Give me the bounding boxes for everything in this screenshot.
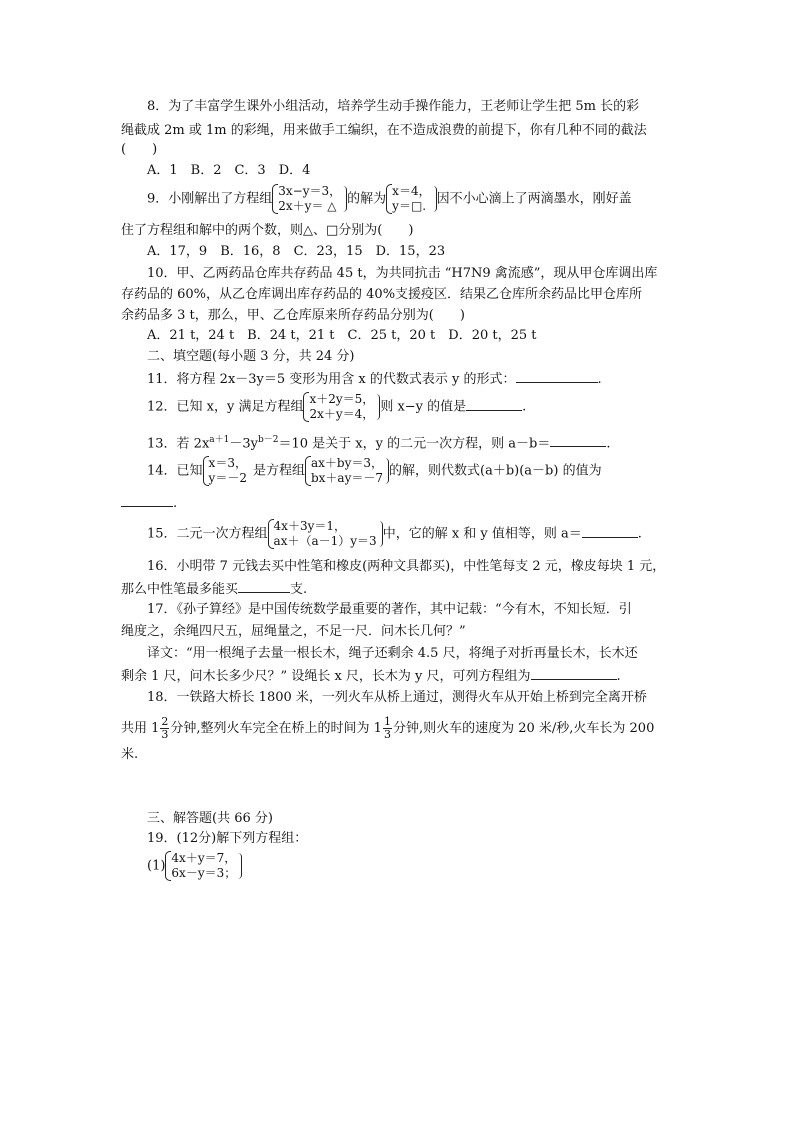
q19-part1 <box>147 851 242 881</box>
q12-post: 则 x−y 的值是 <box>380 399 467 415</box>
q19-part1-label: (1) <box>147 858 166 874</box>
q9-options: A．17，9 B．16，8 C．23，15 D．15，23 <box>147 244 446 259</box>
q9-post: 因不小心滴上了两滴墨水，刚好盖 <box>436 191 632 207</box>
q14-pre: 14．已知 <box>147 463 203 479</box>
q14-solution <box>203 456 253 486</box>
q19-row1: 4x＋y＝7， <box>171 851 237 865</box>
q14-sol-row1: x＝3， <box>208 456 247 470</box>
q16-line2-post: 支. <box>290 582 308 597</box>
q12-row2: 2x＋y＝4， <box>309 407 375 421</box>
section-3-heading: 三、解答题(共 66 分) <box>147 811 273 826</box>
q10-line1: 10．甲、乙两药品仓库共存药品 45 t，为共同抗击 “H7N9 禽流感”，现从甲仓库调出库 <box>147 266 658 281</box>
q18-frac2-num: 1 <box>383 715 391 728</box>
q16-line2-pre: 那么中性笔最多能买 <box>121 582 239 597</box>
q12-answer-blank <box>466 398 522 411</box>
q9-line2: 住了方程组和解中的两个数，则△、□分别为( ) <box>121 223 414 238</box>
q11-answer-blank <box>516 370 598 383</box>
q9-pre: 9．小刚解出了方程组 <box>147 191 273 207</box>
section-2-heading: 二、填空题(每小题 3 分，共 24 分) <box>147 349 355 364</box>
q18-line2 <box>121 716 654 741</box>
q15-row1: 4x＋3y＝1， <box>273 519 346 533</box>
q9-sol-row2: y＝□. <box>392 199 427 213</box>
q18-part3: 分钟,则火车的速度为 20 米/秒,火车长为 200 <box>392 721 655 736</box>
q11 <box>147 370 602 389</box>
q15-end: . <box>637 526 642 542</box>
q15-answer-blank <box>582 525 638 538</box>
q10-options: A．21 t，24 t B．24 t，21 t C．25 t，20 t D．20 t，25 t <box>147 328 537 343</box>
q13-answer-blank <box>550 434 606 447</box>
q17-line1: 17．《孙子算经》是中国传统数学最重要的著作，其中记载：“今有木，不知长短．引 <box>147 602 632 617</box>
q17-line4-end: . <box>616 669 621 684</box>
q17-line4-pre: 剩余 1 尺，问木长多少尺？” 设绳长 x 尺，长木为 y 尺，可列方程组为 <box>121 669 531 684</box>
q14 <box>147 456 602 486</box>
q13-end: . <box>606 436 611 452</box>
q14-sys-row2: bx＋ay＝－7 <box>310 471 384 485</box>
q18-frac1-den: 3 <box>161 728 169 741</box>
q9-sys-row1: 3x−y＝3， <box>278 184 342 198</box>
q13-post: ＝10 是关于 x，y 的二元一次方程，则 a－b＝ <box>278 436 551 452</box>
q8-options: A．1 B．2 C．3 D．4 <box>147 163 311 178</box>
q14-answer-blank <box>121 494 173 507</box>
q16-line1: 16．小明带 7 元钱去买中性笔和橡皮(两种文具都买)，中性笔每支 2 元，橡皮每块 1 元， <box>147 559 666 574</box>
q10-line2: 存药品的 60%，从乙仓库调出库存药品的 40%支援疫区．结果乙仓库所余药品比甲仓库所 <box>121 287 643 302</box>
q15-row2: ax＋（a－1）y＝3 <box>273 534 377 548</box>
q12 <box>147 392 526 422</box>
q10-line3: 余药品多 3 t，那么，甲、乙仓库原来所存药品分别为( ) <box>121 308 465 323</box>
q11-end: . <box>597 372 602 387</box>
q18-fraction2 <box>383 716 392 741</box>
q18-line1: 18．一铁路大桥长 1800 米，一列火车从桥上通过，测得火车从开始上桥到完全离开桥 <box>147 690 647 705</box>
q14-mid: 是方程组 <box>252 463 305 479</box>
q15-system <box>268 519 383 549</box>
q12-pre: 12．已知 x，y 满足方程组 <box>147 399 304 415</box>
q9-sys-row2: 2x＋y＝ △ <box>278 199 337 213</box>
q13 <box>147 431 610 453</box>
q8-line2: 绳截成 2m 或 1m 的彩绳，用来做手工编织，在不造成浪费的前提下，你有几种不同的截法 <box>121 123 647 138</box>
q18-part2: 分钟,整列火车完全在桥上的时间为 1 <box>170 721 382 736</box>
q9-sol-row1: x＝4， <box>392 184 431 198</box>
q17-line2: 绳度之，余绳四尺五，屈绳量之，不足一尺．问木长几何？” <box>121 624 466 639</box>
q9-system <box>272 184 347 214</box>
q13-mid: －3y <box>229 436 258 452</box>
q14-line2 <box>121 494 177 513</box>
q18-line3: 米. <box>121 747 139 762</box>
q19-row2: 6x－y＝3； <box>171 866 237 880</box>
q14-post: 的解，则代数式(a＋b)(a－b) 的值为 <box>389 463 602 479</box>
q15-post: 中，它的解 x 和 y 值相等，则 a＝ <box>382 526 582 542</box>
q17-line4 <box>121 667 621 686</box>
q9-solution <box>386 184 436 214</box>
q9-line1 <box>147 184 632 214</box>
q11-text: 11．将方程 2x－3y＝5 变形为用含 x 的代数式表示 y 的形式： <box>147 372 516 387</box>
q15-pre: 15．二元一次方程组 <box>147 526 268 542</box>
q14-sol-row2: y＝－2 <box>208 471 247 485</box>
q13-pre: 13．若 2x <box>147 436 210 452</box>
q16-line2 <box>121 580 307 599</box>
q19-title: 19．(12分)解下列方程组： <box>147 831 308 846</box>
q12-row1: x＋2y＝5， <box>309 392 375 406</box>
q17-answer-blank <box>531 667 617 680</box>
q18-part1: 共用 1 <box>121 721 160 736</box>
q9-mid: 的解为 <box>347 191 387 207</box>
q14-system <box>305 456 389 486</box>
q18-fraction1 <box>160 716 169 741</box>
q13-exp2: b－2 <box>258 435 279 445</box>
q12-end: . <box>522 399 527 415</box>
q8-line3: ( ) <box>121 142 158 157</box>
q18-frac2-den: 3 <box>383 728 391 741</box>
q12-system <box>303 392 380 422</box>
q8-line1: 8．为了丰富学生课外小组活动，培养学生动手操作能力，王老师让学生把 5m 长的彩 <box>147 99 640 114</box>
q19-system1 <box>165 851 242 881</box>
q17-line3: 译文：“用一根绳子去量一根长木，绳子还剩余 4.5 尺，将绳子对折再量长木，长木还 <box>147 646 638 661</box>
q14-sys-row1: ax＋by＝3， <box>310 456 384 470</box>
q14-end: . <box>173 496 178 511</box>
q13-exp1: a＋1 <box>209 435 230 445</box>
q15 <box>147 519 642 549</box>
q18-frac1-num: 2 <box>161 715 169 728</box>
q16-answer-blank <box>238 580 290 593</box>
